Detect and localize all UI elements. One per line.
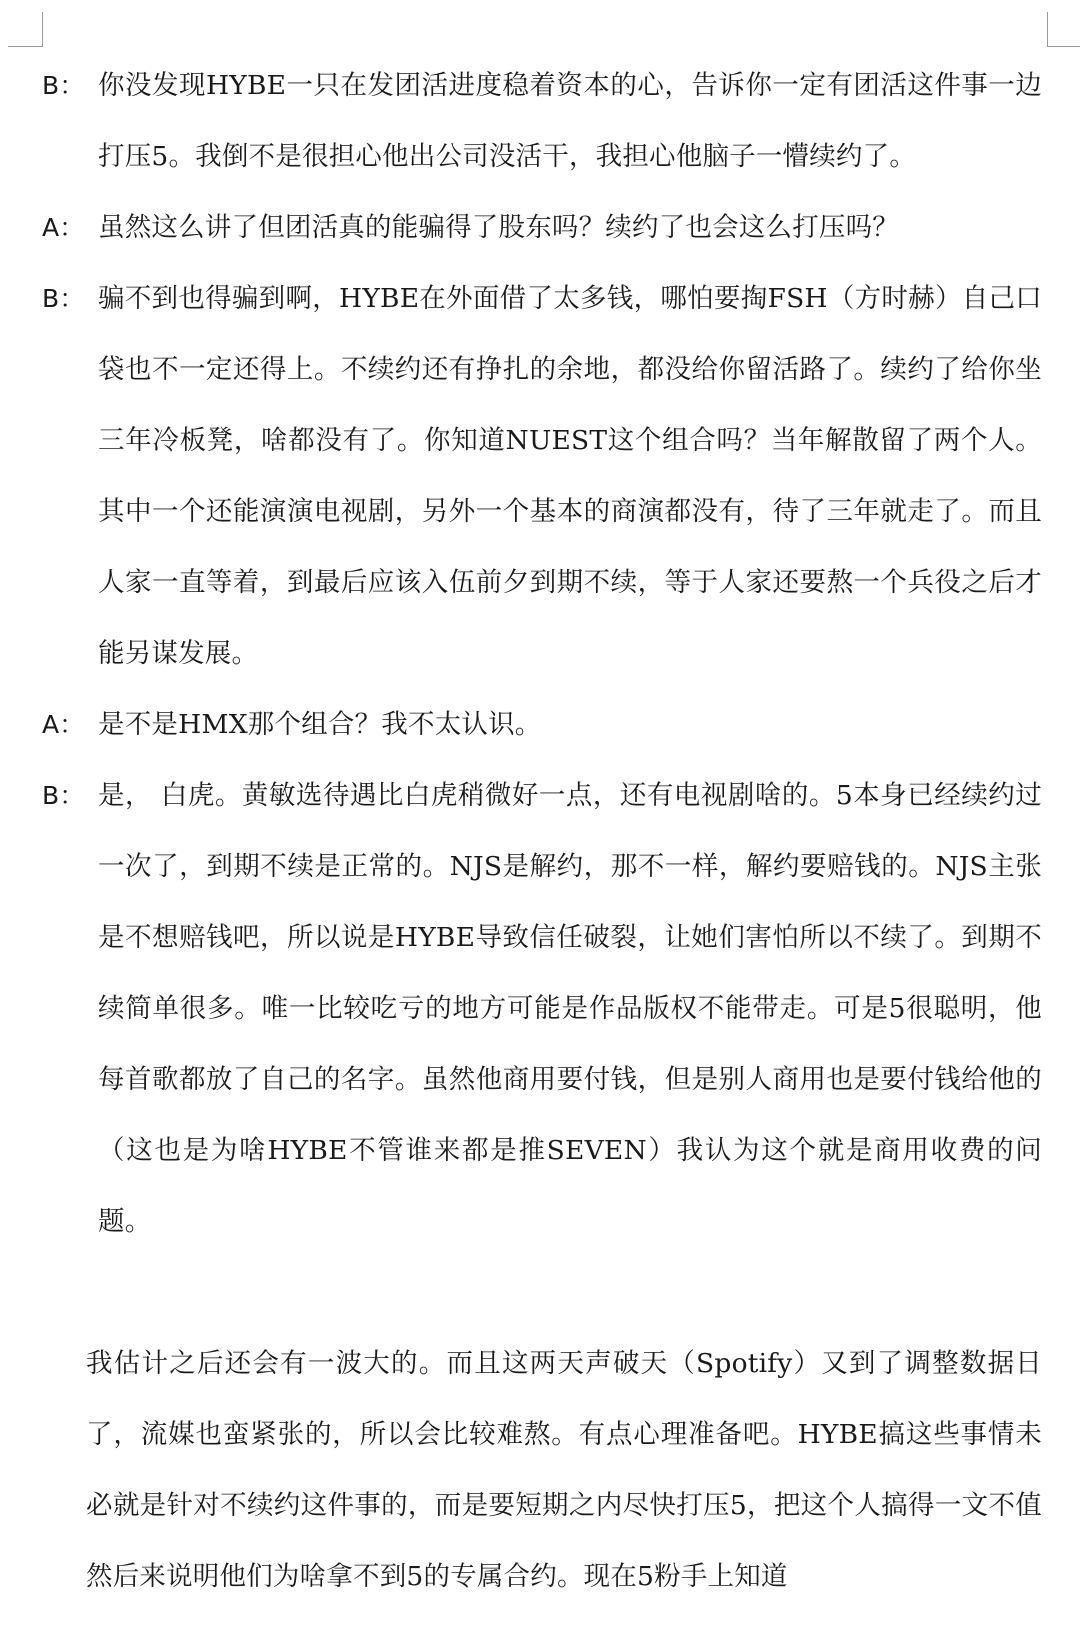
crop-mark-top-left [8,12,43,47]
document-body [42,50,1042,1612]
dialogue-text: 你没发现HYBE一只在发团活进度稳着资本的心，告诉你一定有团活这件事一边打压5。我倒不是很担心他出公司没活干，我担心他脑子一懵续约了。 [98,70,1042,172]
speaker-label: B： [42,71,85,100]
crop-mark-top-right [1047,12,1080,47]
dialogue-paragraph [42,263,1042,689]
speaker-label: A： [42,710,85,739]
dialogue-paragraph [42,689,1042,760]
dialogue-paragraph [42,50,1042,192]
dialogue-paragraph [42,192,1042,263]
dialogue-text: 是不是HMX那个组合？我不太认识。 [98,709,542,740]
narration-paragraph: 我估计之后还会有一波大的。而且这两天声破天（Spotify）又到了调整数据日了，流媒也蛮紧张的，所以会比较难熬。有点心理准备吧。HYBE搞这些事情未必就是针对不续约这件事的，而是要短期之内尽快打压5，把这个人搞得一文不值然后来说明他们为啥拿不到5的专属合约。现在5粉手上知道 [86,1348,1042,1592]
dialogue-paragraph [42,760,1042,1257]
speaker-label: B： [42,284,85,313]
speaker-label: A： [42,213,85,242]
dialogue-text: 是， 白虎。黄敏选待遇比白虎稍微好一点，还有电视剧啥的。5本身已经续约过一次了，到期不续是正常的。NJS是解约，那不一样，解约要赔钱的。NJS主张是不想赔钱吧，所以说是HYBE导致信任破裂，让她们害怕所以不续了。到期不续简单很多。唯一比较吃亏的地方可能是作品版权不能带走。可是5很聪明，他每首歌都放了自己的名字。虽然他商用要付钱，但是别人商用也是要付钱给他的（这也是为啥HYBE不管谁来都是推SEVEN）我认为这个就是商用收费的问题。 [98,780,1042,1237]
paragraph-gap [42,1257,1042,1328]
dialogue-text: 虽然这么讲了但团活真的能骗得了股东吗？续约了也会这么打压吗？ [98,212,899,243]
speaker-label: B： [42,781,85,810]
dialogue-text: 骗不到也得骗到啊，HYBE在外面借了太多钱，哪怕要掏FSH（方时赫）自己口袋也不一定还得上。不续约还有挣扎的余地，都没给你留活路了。续约了给你坐三年冷板凳，啥都没有了。你知道NUEST这个组合吗？当年解散留了两个人。其中一个还能演演电视剧，另外一个基本的商演都没有，待了三年就走了。而且人家一直等着，到最后应该入伍前夕到期不续，等于人家还要熬一个兵役之后才能另谋发展。 [98,283,1042,669]
